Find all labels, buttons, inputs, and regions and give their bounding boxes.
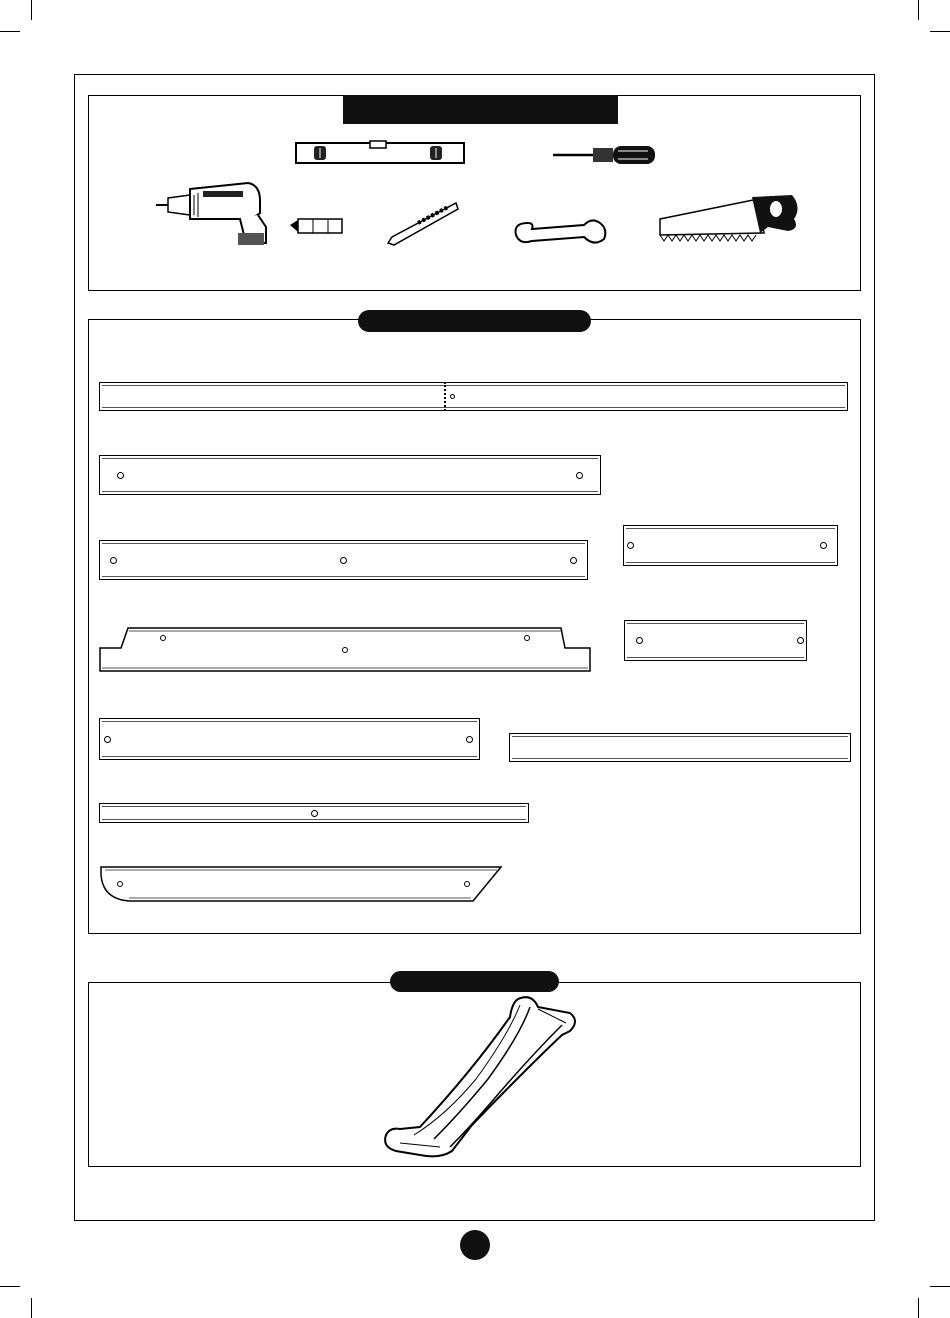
bolt-hole	[797, 637, 804, 644]
crop-mark	[930, 31, 950, 32]
crop-mark	[0, 31, 20, 32]
wrench-icon	[516, 220, 606, 242]
bolt-hole	[340, 557, 347, 564]
wood-part-short-board	[623, 525, 838, 566]
crop-mark	[31, 0, 32, 20]
beam-splice-line	[444, 382, 446, 411]
crop-mark	[918, 1298, 919, 1318]
wood-part-angled-board	[99, 865, 504, 905]
wood-parts-section-title	[358, 310, 591, 332]
saw-icon	[660, 195, 798, 241]
drill-bit-icon	[388, 203, 458, 245]
slide-illustration	[380, 995, 580, 1160]
crop-mark	[0, 1286, 20, 1287]
tools-illustrations	[88, 95, 861, 291]
crop-mark	[31, 1298, 32, 1318]
bolt-hole	[110, 557, 117, 564]
bolt-hole	[450, 394, 455, 399]
bolt-hole	[311, 810, 318, 817]
drill-icon	[156, 183, 266, 245]
bolt-hole	[636, 637, 643, 644]
wood-part-board	[99, 718, 480, 760]
crop-mark	[918, 0, 919, 20]
wood-part-short-board	[624, 620, 807, 661]
slide-section-title	[390, 971, 559, 992]
screwdriver-icon	[553, 146, 655, 164]
level-icon	[296, 141, 464, 163]
screw-bit-icon	[290, 219, 342, 233]
wood-part-board	[99, 455, 601, 495]
bolt-hole	[104, 736, 111, 743]
wood-part-long-beam	[99, 382, 848, 411]
bolt-hole	[466, 736, 473, 743]
bolt-hole	[570, 557, 577, 564]
bolt-hole	[627, 542, 634, 549]
wood-part-slat	[509, 733, 851, 762]
bolt-hole	[117, 472, 124, 479]
crop-mark	[930, 1286, 950, 1287]
bolt-hole	[820, 542, 827, 549]
wood-part-notched-board	[99, 626, 593, 674]
page-number	[460, 1230, 490, 1260]
bolt-hole	[576, 472, 583, 479]
